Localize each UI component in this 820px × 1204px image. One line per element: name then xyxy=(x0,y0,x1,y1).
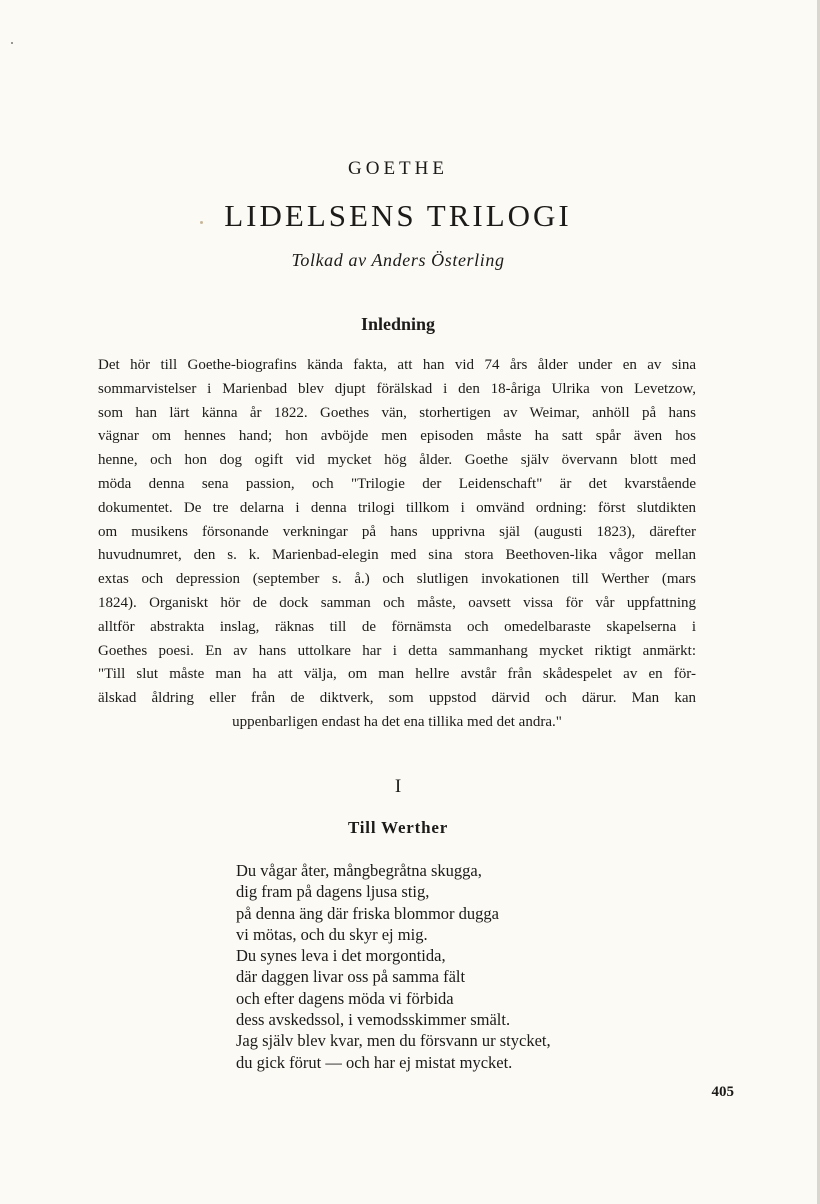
poem-line: Du synes leva i det morgontida, xyxy=(236,946,446,966)
translator-credit: Tolkad av Anders Österling xyxy=(291,250,505,270)
text-line: vägnar om hennes hand; hon avböjde men episoden måste ha satt spår även hos xyxy=(98,428,696,445)
poem-line: Du vågar åter, mångbegråtna skugga, xyxy=(236,861,482,880)
text-line: henne, och hon dog ogift vid mycket hög ålder. Goethe själv övervann blott med xyxy=(98,452,696,469)
poem-title: Till Werther xyxy=(347,818,449,837)
text-line: sommarvistelser i Marienbad blev djupt förälskad i den 18-åriga Ulrika von Levetzow, xyxy=(98,380,696,397)
text-line: uppenbarligen endast ha det ena tillika med det andra." xyxy=(232,713,562,730)
introduction-heading: Inledning xyxy=(360,314,436,334)
text-line: möda denna sena passion, och "Trilogie der Leidenschaft" är det kvarstående xyxy=(98,475,696,492)
text-line: dokumentet. De tre delarna i denna trilogi tillkom i omvänd ordning: först slutdikten xyxy=(98,499,696,516)
poem-stanza xyxy=(236,860,656,1073)
text-line: alltför abstrakta inslag, räknas till de förnämsta och omedelbaraste skapelserna i xyxy=(98,618,696,635)
poem-line: du gick förut — och har ej mistat mycket. xyxy=(236,1052,513,1072)
text-line: extas och depression (september s. å.) och slutligen invokationen till Werther (mars xyxy=(98,571,696,588)
introduction-text xyxy=(98,354,696,735)
poem-line: vi mötas, och du skyr ej mig. xyxy=(236,924,428,944)
text-line: Goethes poesi. En av hans uttolkare har i detta sammanhang mycket riktigt anmärkt: xyxy=(98,642,696,659)
text-line: huvudnumret, den s. k. Marienbad-elegin med sina stora Beethoven-lika vågor mellan xyxy=(98,547,696,564)
text-line: "Till slut måste man ha att välja, om man hellre avstår från skådespelet av en för- xyxy=(98,666,696,683)
poem-line: där daggen livar oss på samma fält xyxy=(236,967,466,987)
page-title: LIDELSENS TRILOGI xyxy=(224,198,572,233)
poem-line: dess avskedssol, i vemodsskimmer smält. xyxy=(236,1010,511,1030)
author-name: GOETHE xyxy=(348,158,448,179)
poem-line: på denna äng där friska blommor dugga xyxy=(236,903,500,923)
page-number: 405 xyxy=(711,1084,734,1100)
text-line: Det hör till Goethe-biografins kända fakta, att han vid 74 års ålder under en av sina xyxy=(98,357,696,373)
section-numeral: I xyxy=(394,776,402,797)
text-line: älskad åldring eller från de diktverk, som uppstod därvid och därur. Man kan xyxy=(98,690,696,707)
poem-line: Jag själv blev kvar, men du försvann ur stycket, xyxy=(236,1031,551,1051)
poem-line: dig fram på dagens ljusa stig, xyxy=(236,882,430,902)
text-line: som han lärt känna år 1822. Goethes vän, storhertigen av Weimar, anhöll på hans xyxy=(98,404,696,421)
text-line: 1824). Organiskt hör de dock samman och måste, oavsett vissa för vår uppfattning xyxy=(98,594,696,611)
paper-speck xyxy=(11,42,13,44)
poem-line: och efter dagens möda vi förbida xyxy=(236,988,454,1008)
text-line: om musikens försonande verkningar på hans upprivna själ (augusti 1823), därefter xyxy=(98,523,696,540)
